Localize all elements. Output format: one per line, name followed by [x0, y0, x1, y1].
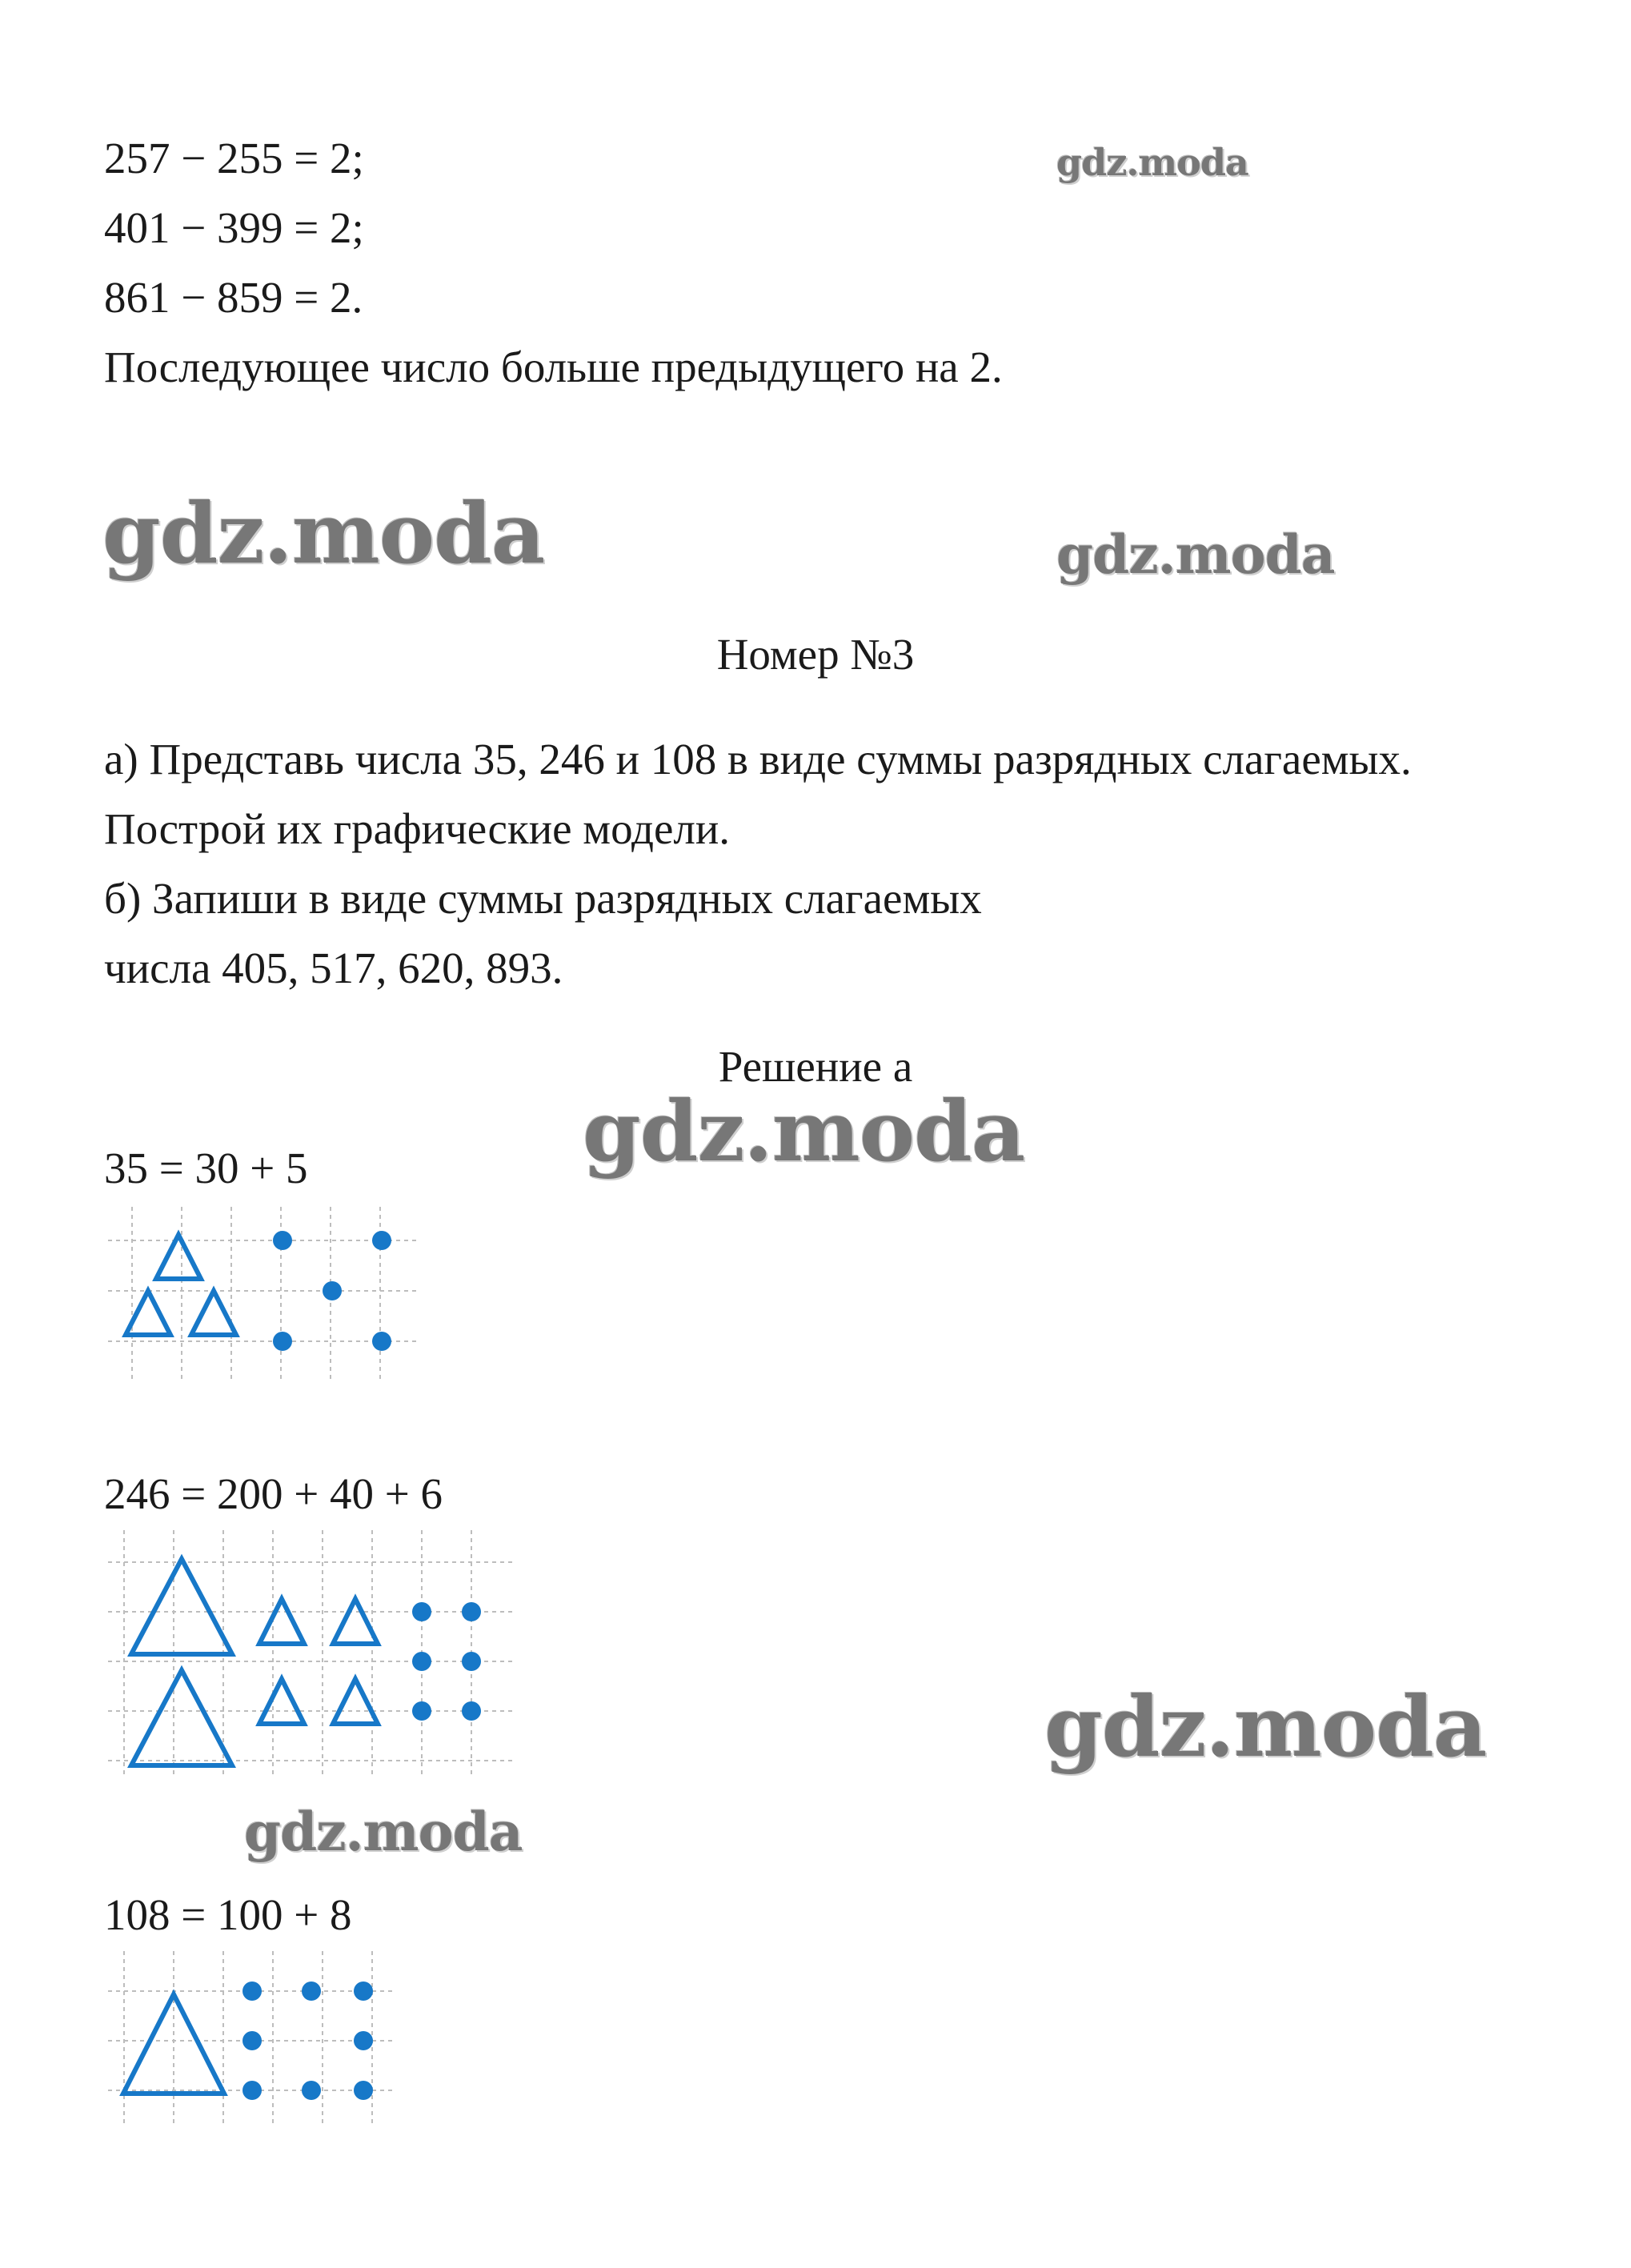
model-246	[108, 1530, 516, 1778]
task-a-line-1: а) Представь числа 35, 246 и 108 в виде суммы разрядных слагаемых.	[104, 735, 1412, 783]
equation-line-1: 257 − 255 = 2;	[104, 134, 364, 182]
watermark-logo: gdz.moda	[102, 484, 545, 583]
one-dot	[242, 1981, 262, 2001]
equation-35: 35 = 30 + 5	[104, 1144, 308, 1192]
watermark-logo: gdz.moda	[244, 1801, 523, 1863]
ten-triangle	[259, 1599, 304, 1644]
one-dot	[354, 1981, 373, 2001]
one-dot	[354, 2031, 373, 2050]
one-dot	[323, 1281, 342, 1300]
watermark-logo: gdz.moda	[583, 1082, 1025, 1180]
one-dot	[462, 1652, 481, 1671]
equation-line-2: 401 − 399 = 2;	[104, 203, 364, 252]
one-dot	[462, 1602, 481, 1621]
task-title: Номер №3	[716, 630, 915, 679]
one-dot	[412, 1602, 431, 1621]
one-dot	[242, 2081, 262, 2100]
hundred-triangle	[131, 1670, 232, 1765]
one-dot	[273, 1332, 292, 1351]
watermark-logo: gdz.moda	[1056, 141, 1248, 184]
solution-title: Решение а	[718, 1042, 913, 1091]
one-dot	[302, 1981, 321, 2001]
one-dot	[412, 1652, 431, 1671]
one-dot	[242, 2031, 262, 2050]
watermark-logo: gdz.moda	[1044, 1677, 1487, 1776]
task-a-line-2: Построй их графические модели.	[104, 804, 731, 853]
model-35	[108, 1207, 420, 1383]
task-b-line-1: б) Запиши в виде суммы разрядных слагаемых	[104, 874, 982, 923]
watermark-logo: gdz.moda	[1056, 523, 1335, 586]
equation-line-3: 861 − 859 = 2.	[104, 273, 363, 322]
task-b-line-2: числа 405, 517, 620, 893.	[104, 944, 563, 992]
one-dot	[273, 1231, 292, 1250]
equation-246: 246 = 200 + 40 + 6	[104, 1469, 443, 1518]
model-108	[108, 1951, 396, 2127]
ten-triangle	[259, 1679, 304, 1724]
conclusion-text: Последующее число больше предыдущего на 2.	[104, 343, 1003, 391]
one-dot	[302, 2081, 321, 2100]
ten-triangle	[191, 1291, 236, 1335]
equation-108: 108 = 100 + 8	[104, 1890, 352, 1939]
ten-triangle	[333, 1599, 378, 1644]
one-dot	[412, 1701, 431, 1721]
ten-triangle	[156, 1235, 201, 1279]
hundred-triangle	[131, 1559, 232, 1654]
one-dot	[372, 1332, 391, 1351]
one-dot	[462, 1701, 481, 1721]
one-dot	[354, 2081, 373, 2100]
one-dot	[372, 1231, 391, 1250]
ten-triangle	[333, 1679, 378, 1724]
